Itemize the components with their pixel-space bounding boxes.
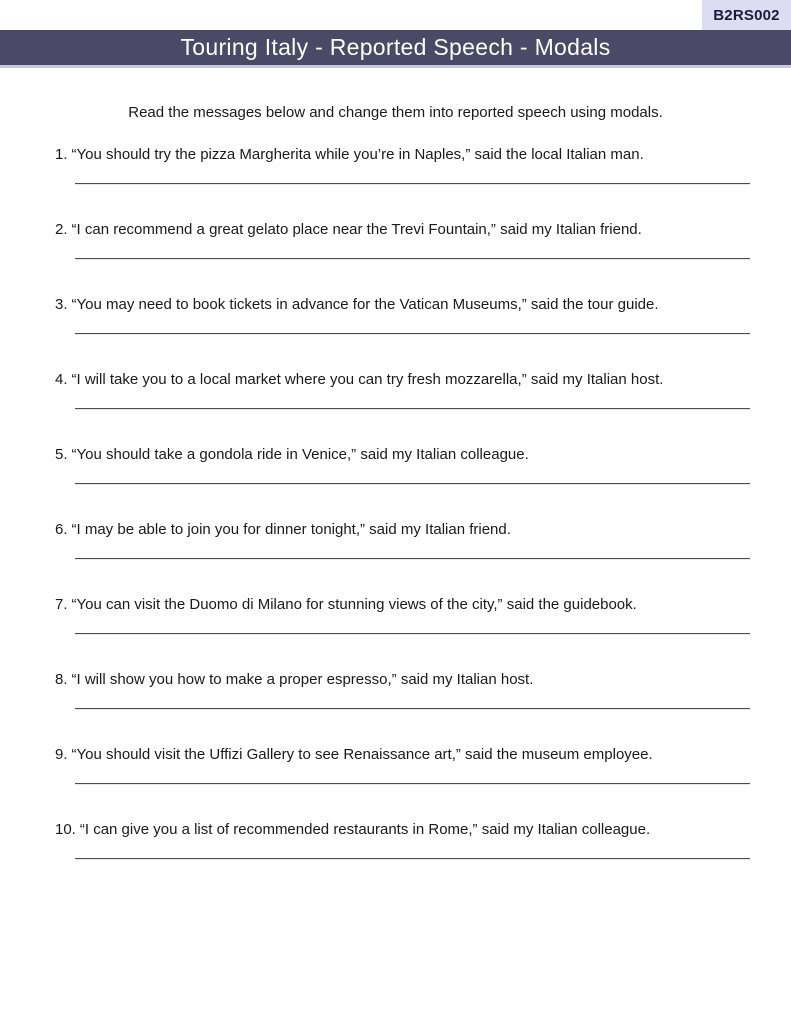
question-text: “I can give you a list of recommended restaurants in Rome,” said my Italian colleague. bbox=[79, 821, 651, 838]
question-item bbox=[55, 670, 755, 710]
question-sentence bbox=[55, 445, 755, 465]
question-text: “You should visit the Uffizi Gallery to see Renaissance art,” said the museum employee. bbox=[71, 746, 653, 763]
answer-blank-line bbox=[75, 183, 750, 185]
question-item bbox=[55, 145, 755, 185]
question-item bbox=[55, 295, 755, 335]
question-item bbox=[55, 370, 755, 410]
question-item bbox=[55, 445, 755, 485]
question-number: 1. bbox=[55, 146, 68, 163]
answer-blank-line bbox=[75, 783, 750, 785]
question-text: “You should take a gondola ride in Venice,” said my Italian colleague. bbox=[71, 446, 529, 463]
answer-blank-line bbox=[75, 558, 750, 560]
title-banner bbox=[0, 30, 791, 68]
question-text: “I will take you to a local market where you can try fresh mozzarella,” said my Italian host. bbox=[71, 371, 664, 388]
question-number: 3. bbox=[55, 296, 68, 313]
question-item bbox=[55, 220, 755, 260]
question-text: “I will show you how to make a proper espresso,” said my Italian host. bbox=[71, 671, 534, 688]
question-item bbox=[55, 745, 755, 785]
answer-blank-line bbox=[75, 708, 750, 710]
question-item bbox=[55, 820, 755, 860]
question-text: “You should try the pizza Margherita while you’re in Naples,” said the local Italian man. bbox=[71, 146, 644, 163]
question-sentence bbox=[55, 595, 755, 615]
question-text: “I can recommend a great gelato place near the Trevi Fountain,” said my Italian friend. bbox=[71, 221, 642, 238]
question-sentence bbox=[55, 145, 755, 165]
answer-blank-line bbox=[75, 333, 750, 335]
answer-blank-line bbox=[75, 483, 750, 485]
question-list bbox=[55, 145, 755, 895]
question-text: “You can visit the Duomo di Milano for stunning views of the city,” said the guidebook. bbox=[71, 596, 637, 613]
question-number: 9. bbox=[55, 746, 68, 763]
question-number: 7. bbox=[55, 596, 68, 613]
question-number: 4. bbox=[55, 371, 68, 388]
question-item bbox=[55, 595, 755, 635]
question-number: 2. bbox=[55, 221, 68, 238]
question-sentence bbox=[55, 820, 755, 840]
question-number: 6. bbox=[55, 521, 68, 538]
page-title: Touring Italy - Reported Speech - Modals bbox=[180, 34, 611, 60]
answer-blank-line bbox=[75, 258, 750, 260]
question-text: “You may need to book tickets in advance for the Vatican Museums,” said the tour guide. bbox=[71, 296, 659, 313]
question-sentence bbox=[55, 295, 755, 315]
worksheet-code-badge: B2RS002 bbox=[702, 0, 791, 30]
question-number: 10. bbox=[55, 821, 76, 838]
question-sentence bbox=[55, 745, 755, 765]
question-item bbox=[55, 520, 755, 560]
question-text: “I may be able to join you for dinner tonight,” said my Italian friend. bbox=[71, 521, 511, 538]
answer-blank-line bbox=[75, 408, 750, 410]
question-sentence bbox=[55, 520, 755, 540]
answer-blank-line bbox=[75, 858, 750, 860]
question-sentence bbox=[55, 220, 755, 240]
answer-blank-line bbox=[75, 633, 750, 635]
question-number: 5. bbox=[55, 446, 68, 463]
question-sentence bbox=[55, 670, 755, 690]
question-sentence bbox=[55, 370, 755, 390]
instructions-text: Read the messages below and change them into reported speech using modals. bbox=[128, 104, 663, 121]
question-number: 8. bbox=[55, 671, 68, 688]
